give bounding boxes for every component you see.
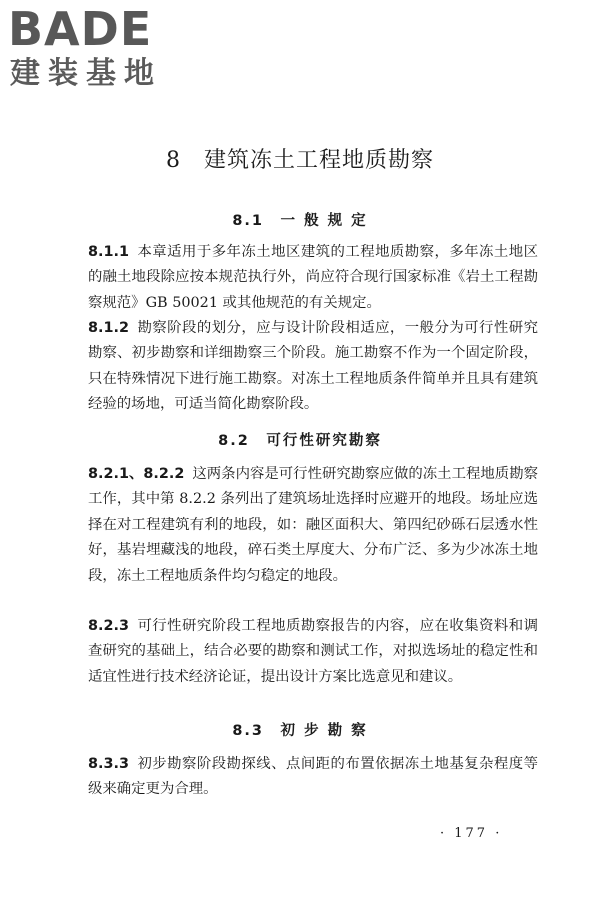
- paragraph-8-2-3: [88, 614, 538, 690]
- clause-number: 8.2.3: [88, 618, 129, 634]
- clause-text: 本章适用于多年冻土地区建筑的工程地质勘察，多年冻土地区的融土地段除应按本规范执行外，尚应符合现行国家标准《岩土工程勘察规范》GB 50021 或其他规范的有关规定。: [88, 244, 538, 311]
- paragraph-8-1-1: [88, 240, 538, 316]
- section-title-8-2: 8.2 可行性研究勘察: [218, 433, 382, 449]
- paragraph-8-1-2: [88, 316, 538, 418]
- clause-text: 可行性研究阶段工程地质勘察报告的内容，应在收集资料和调查研究的基础上，结合必要的勘察和测试工作，对拟选场址的稳定性和适宜性进行技术经济论证，提出设计方案比选意见和建议。: [88, 618, 538, 685]
- publisher-logo: [8, 4, 178, 96]
- section-title-8-1: 8.1 一 般 规 定: [232, 213, 368, 229]
- clause-text: 勘察阶段的划分，应与设计阶段相适应，一般分为可行性研究勘察、初步勘察和详细勘察三个阶段。施工勘察不作为一个固定阶段，只在特殊情况下进行施工勘察。对冻土工程地质条件简单并且具有建筑经验的场地，可适当简化勘察阶段。: [88, 320, 538, 413]
- page-number: · 177 ·: [440, 826, 503, 841]
- paragraph-8-2-1: [88, 462, 538, 589]
- clause-text: 这两条内容是可行性研究勘察应做的冻土工程地质勘察工作，其中第 8.2.2 条列出了建筑场址选择时应避开的地段。场址应选择在对工程建筑有利的地段，如：融区面积大、第四纪砂砾石层透水性好，基岩埋藏浅的地段，碎石类土厚度大、分布广泛、多为少冰冻土地段，冻土工程地质条件均匀稳定的地段。: [88, 466, 538, 584]
- logo-subtitle: 建装基地: [10, 56, 162, 91]
- paragraph-8-3-3: [88, 752, 538, 803]
- clause-number: 8.1.2: [88, 320, 129, 336]
- logo-brand: BADE: [8, 2, 153, 56]
- clause-number: 8.3.3: [88, 756, 129, 772]
- clause-text: 初步勘察阶段勘探线、点间距的布置依据冻土地基复杂程度等级来确定更为合理。: [88, 756, 538, 798]
- clause-number: 8.2.1、8.2.2: [88, 466, 185, 482]
- clause-number: 8.1.1: [88, 244, 129, 260]
- chapter-title: 8 建筑冻土工程地质勘察: [166, 148, 434, 173]
- section-title-8-3: 8.3 初 步 勘 察: [232, 723, 368, 739]
